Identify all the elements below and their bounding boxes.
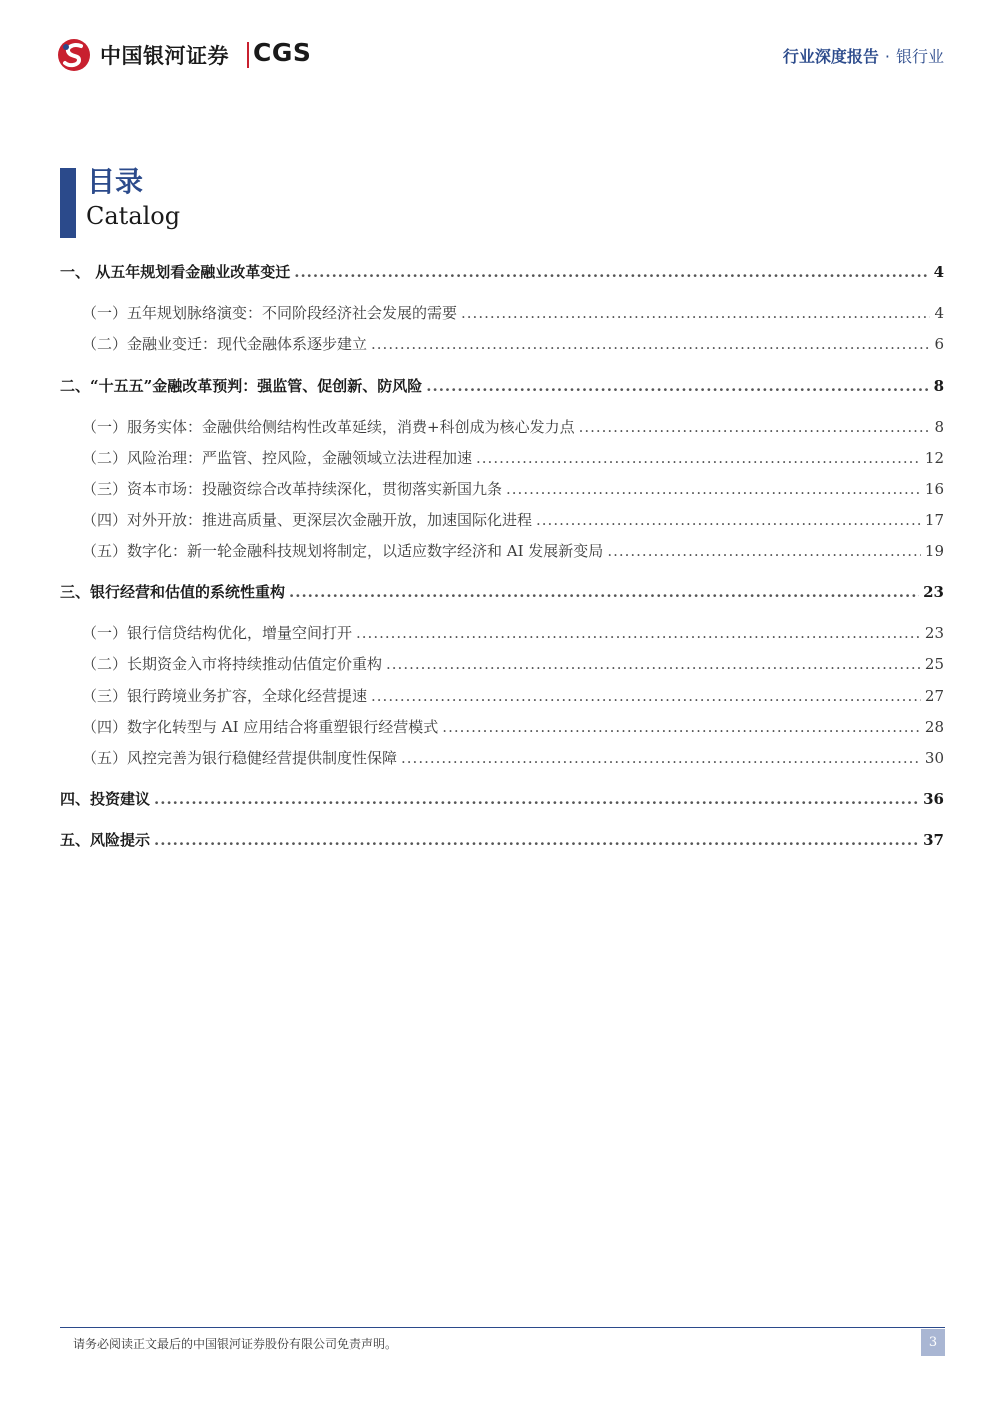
report-type-label: [783, 44, 944, 67]
toc-entry-3-2[interactable]: [60, 653, 944, 675]
toc-page-number: 27: [924, 687, 944, 705]
toc-entry-4[interactable]: [60, 788, 944, 810]
toc-entry-5[interactable]: [60, 829, 944, 851]
toc-leader-dots: [536, 509, 921, 531]
logo-text-en: CGS: [253, 38, 312, 67]
toc-entry-3-3[interactable]: [60, 685, 944, 707]
toc-entry-3[interactable]: [60, 581, 944, 603]
toc-entry-label: 五、风险提示: [60, 831, 151, 849]
toc-page-number: 6: [934, 335, 944, 353]
toc-entry-label: （五）风控完善为银行稳健经营提供制度性保障: [82, 749, 398, 767]
toc-leader-dots: [426, 375, 929, 397]
toc-page-number: 17: [924, 511, 944, 529]
toc-page-number: 12: [924, 449, 944, 467]
toc-page-number: 25: [924, 655, 944, 673]
toc-entry-2[interactable]: [60, 375, 944, 397]
toc-leader-dots: [579, 416, 931, 438]
toc-leader-dots: [401, 747, 921, 769]
toc-entry-label: （三）资本市场：投融资综合改革持续深化，贯彻落实新国九条: [82, 480, 503, 498]
toc-page-number: 28: [924, 718, 944, 736]
toc-leader-dots: [476, 447, 921, 469]
toc-entry-label: （二）长期资金入市将持续推动估值定价重构: [82, 655, 383, 673]
toc-entry-label: （四）数字化转型与 AI 应用结合将重塑银行经营模式: [82, 718, 439, 736]
toc-page-number: 8: [933, 377, 944, 395]
toc-entry-2-5[interactable]: [60, 540, 944, 562]
toc-page-number: 4: [933, 263, 944, 281]
toc-page-number: 37: [923, 831, 944, 849]
toc-leader-dots: [371, 333, 930, 355]
toc-leader-dots: [386, 653, 921, 675]
footer-divider: [60, 1327, 945, 1328]
toc-page-number: 36: [923, 790, 944, 808]
toc-entry-label: （五）数字化：新一轮金融科技规划将制定，以适应数字经济和 AI 发展新变局: [82, 542, 604, 560]
catalog-title-cn: 目录: [87, 165, 144, 198]
toc-entry-label: （四）对外开放：推进高质量、更深层次金融开放，加速国际化进程: [82, 511, 533, 529]
page-header: [0, 0, 992, 110]
toc-leader-dots: [356, 622, 921, 644]
toc-entry-label: 三、银行经营和估值的系统性重构: [60, 583, 286, 601]
page-number: 3: [921, 1329, 945, 1356]
toc-page-number: 30: [924, 749, 944, 767]
toc-page-number: 23: [924, 624, 944, 642]
report-separator: ·: [884, 47, 890, 66]
toc-entry-label: （二）金融业变迁：现代金融体系逐步建立: [82, 335, 368, 353]
toc-leader-dots: [461, 302, 930, 324]
toc-entry-label: （一）服务实体：金融供给侧结构性改革延续，消费+科创成为核心发力点: [82, 418, 575, 436]
industry-label: 银行业: [895, 47, 944, 66]
toc-leader-dots: [607, 540, 921, 562]
toc-entry-label: 一、 从五年规划看金融业改革变迁: [60, 263, 291, 281]
toc-entry-3-4[interactable]: [60, 716, 944, 738]
toc-entry-label: 二、“十五五”金融改革预判：强监管、促创新、防风险: [60, 377, 423, 395]
toc-page-number: 8: [934, 418, 944, 436]
toc-entry-label: （一）银行信贷结构优化，增量空间打开: [82, 624, 353, 642]
toc-page-number: 4: [934, 304, 944, 322]
catalog-title-en: Catalog: [86, 202, 181, 230]
toc-entry-2-3[interactable]: [60, 478, 944, 500]
toc-entry-1-1[interactable]: [60, 302, 944, 324]
toc-entry-3-1[interactable]: [60, 622, 944, 644]
toc-page-number: 16: [924, 480, 944, 498]
toc-leader-dots: [154, 788, 919, 810]
toc-entry-1-2[interactable]: [60, 333, 944, 355]
footer-disclaimer: 请务必阅读正文最后的中国银河证券股份有限公司免责声明。: [73, 1337, 398, 1351]
toc-leader-dots: [371, 685, 921, 707]
catalog-accent-bar: [60, 168, 76, 238]
toc-page-number: 19: [924, 542, 944, 560]
toc-entry-2-1[interactable]: [60, 416, 944, 438]
toc-page-number: 23: [923, 583, 944, 601]
toc-leader-dots: [294, 261, 929, 283]
toc-entry-label: （一）五年规划脉络演变：不同阶段经济社会发展的需要: [82, 304, 458, 322]
toc-leader-dots: [442, 716, 921, 738]
toc-entry-3-5[interactable]: [60, 747, 944, 769]
toc-leader-dots: [506, 478, 921, 500]
logo-text-cn: 中国银河证券: [100, 44, 229, 68]
toc-entry-1[interactable]: [60, 261, 944, 283]
toc-entry-2-4[interactable]: [60, 509, 944, 531]
toc-leader-dots: [154, 829, 919, 851]
toc-entry-label: （三）银行跨境业务扩容，全球化经营提速: [82, 687, 368, 705]
logo-divider: [247, 42, 249, 68]
toc-leader-dots: [289, 581, 919, 603]
toc-entry-label: （二）风险治理：严监管、控风险，金融领域立法进程加速: [82, 449, 473, 467]
cgs-logo-icon: [57, 38, 91, 72]
toc-entry-2-2[interactable]: [60, 447, 944, 469]
report-type: 行业深度报告: [782, 47, 879, 66]
toc-entry-label: 四、投资建议: [60, 790, 151, 808]
